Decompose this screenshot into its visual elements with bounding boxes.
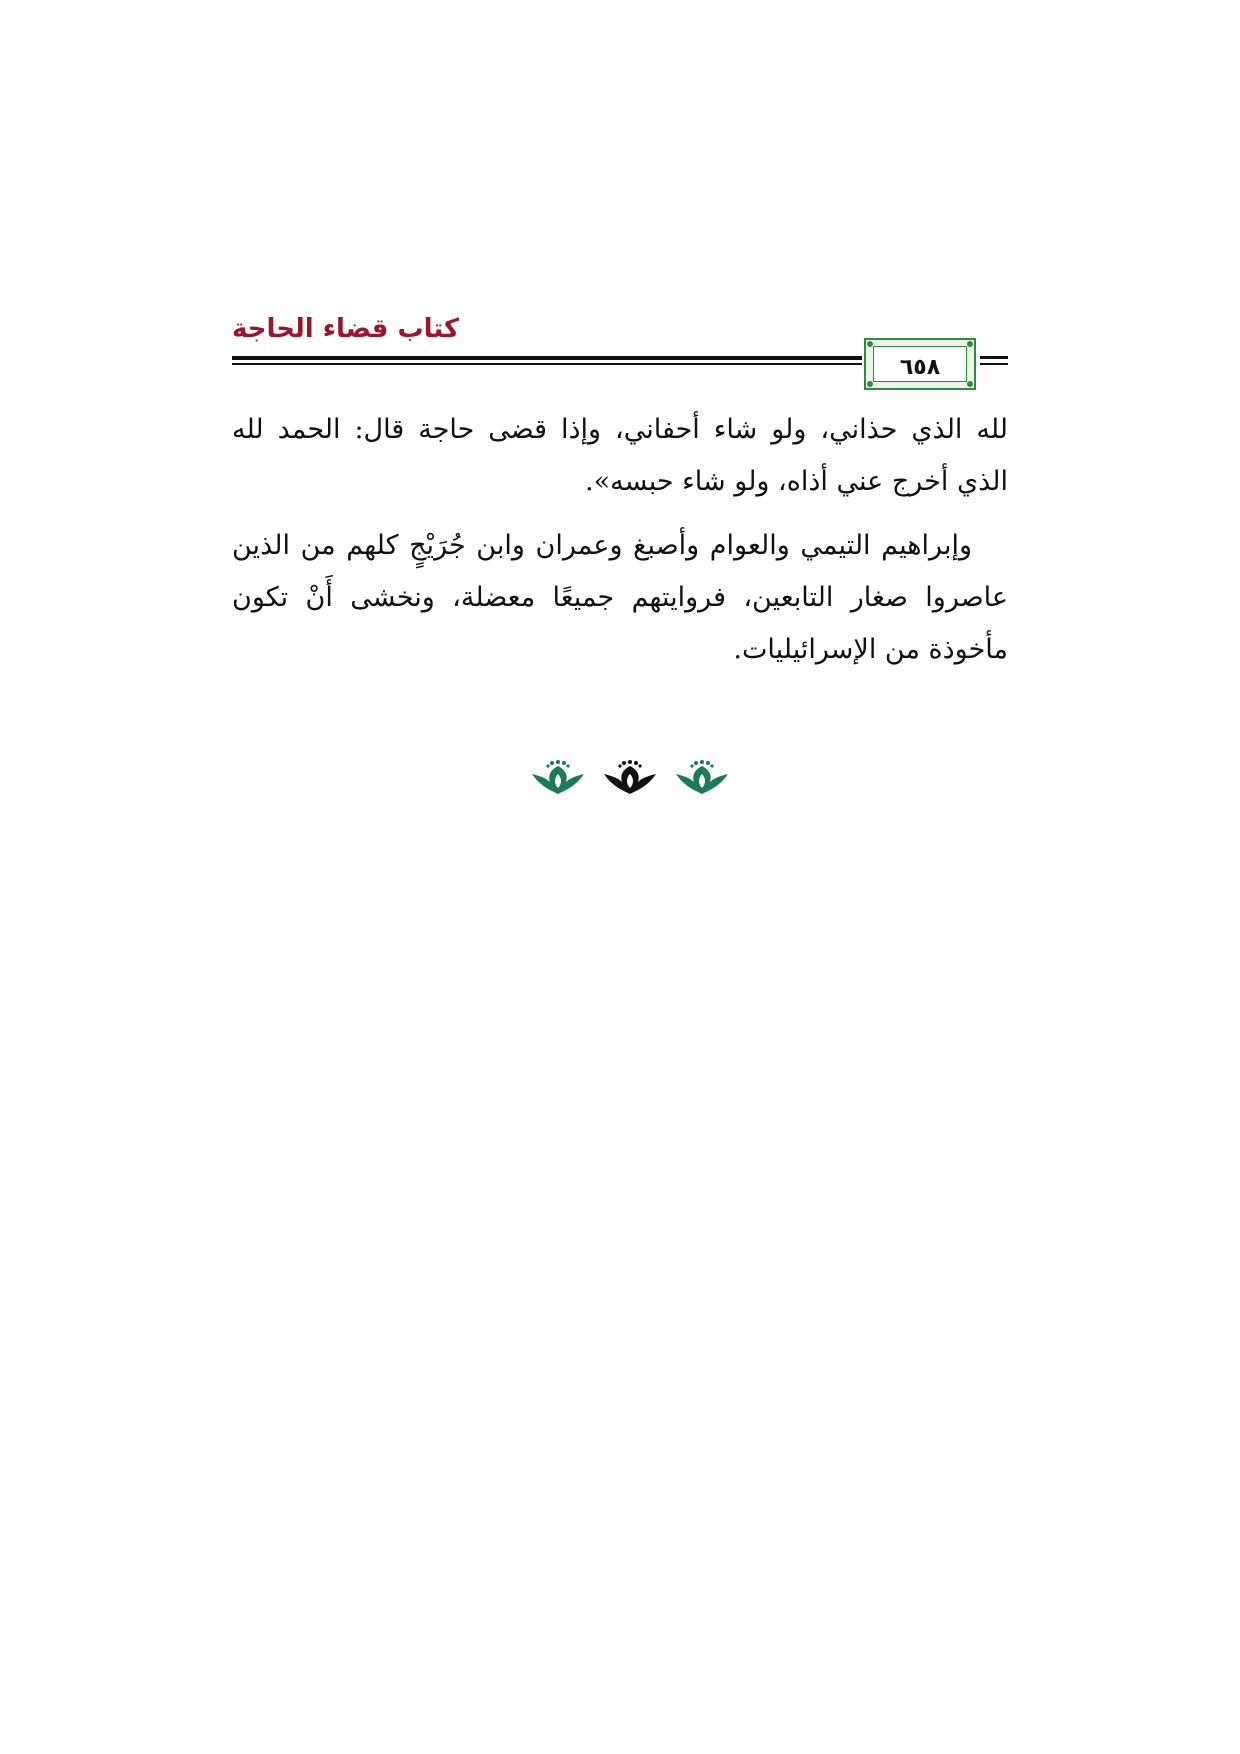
page-header (232, 308, 1008, 390)
header-double-rule-right (980, 356, 1008, 368)
header-rule-thin (232, 363, 862, 365)
frame-corner-ornament-icon (967, 381, 973, 387)
paragraph: لله الذي حذاني، ولو شاء أحفاني، وإذا قضى حاجة قال: الحمد لله الذي أخرج عني أذاه، ولو شاء حبسه». (232, 414, 1008, 497)
body-text (232, 404, 1008, 676)
page-number-frame (864, 338, 976, 390)
header-rule-thick (232, 356, 862, 360)
page-number-inner-frame (873, 346, 967, 382)
frame-corner-ornament-icon (967, 341, 973, 347)
page-number: ٦٥٨ (899, 355, 941, 380)
header-rule-thin (980, 363, 1008, 365)
book-title: كتاب قضاء الحاجة (232, 314, 460, 344)
section-end-ornament (530, 756, 730, 796)
lotus-ornament-icon (530, 756, 586, 796)
lotus-ornament-icon (674, 756, 730, 796)
header-double-rule (232, 356, 862, 368)
lotus-ornament-icon (602, 756, 658, 796)
paragraph: وإبراهيم التيمي والعوام وأصبغ وعمران وابن جُرَيْجٍ كلهم من الذين عاصروا صغار التابعين، فروايتهم جميعًا معضلة، ونخشى أَنْ تكون مأخوذة من الإسرائيليات. (232, 530, 1008, 665)
header-rule-thick (980, 356, 1008, 359)
